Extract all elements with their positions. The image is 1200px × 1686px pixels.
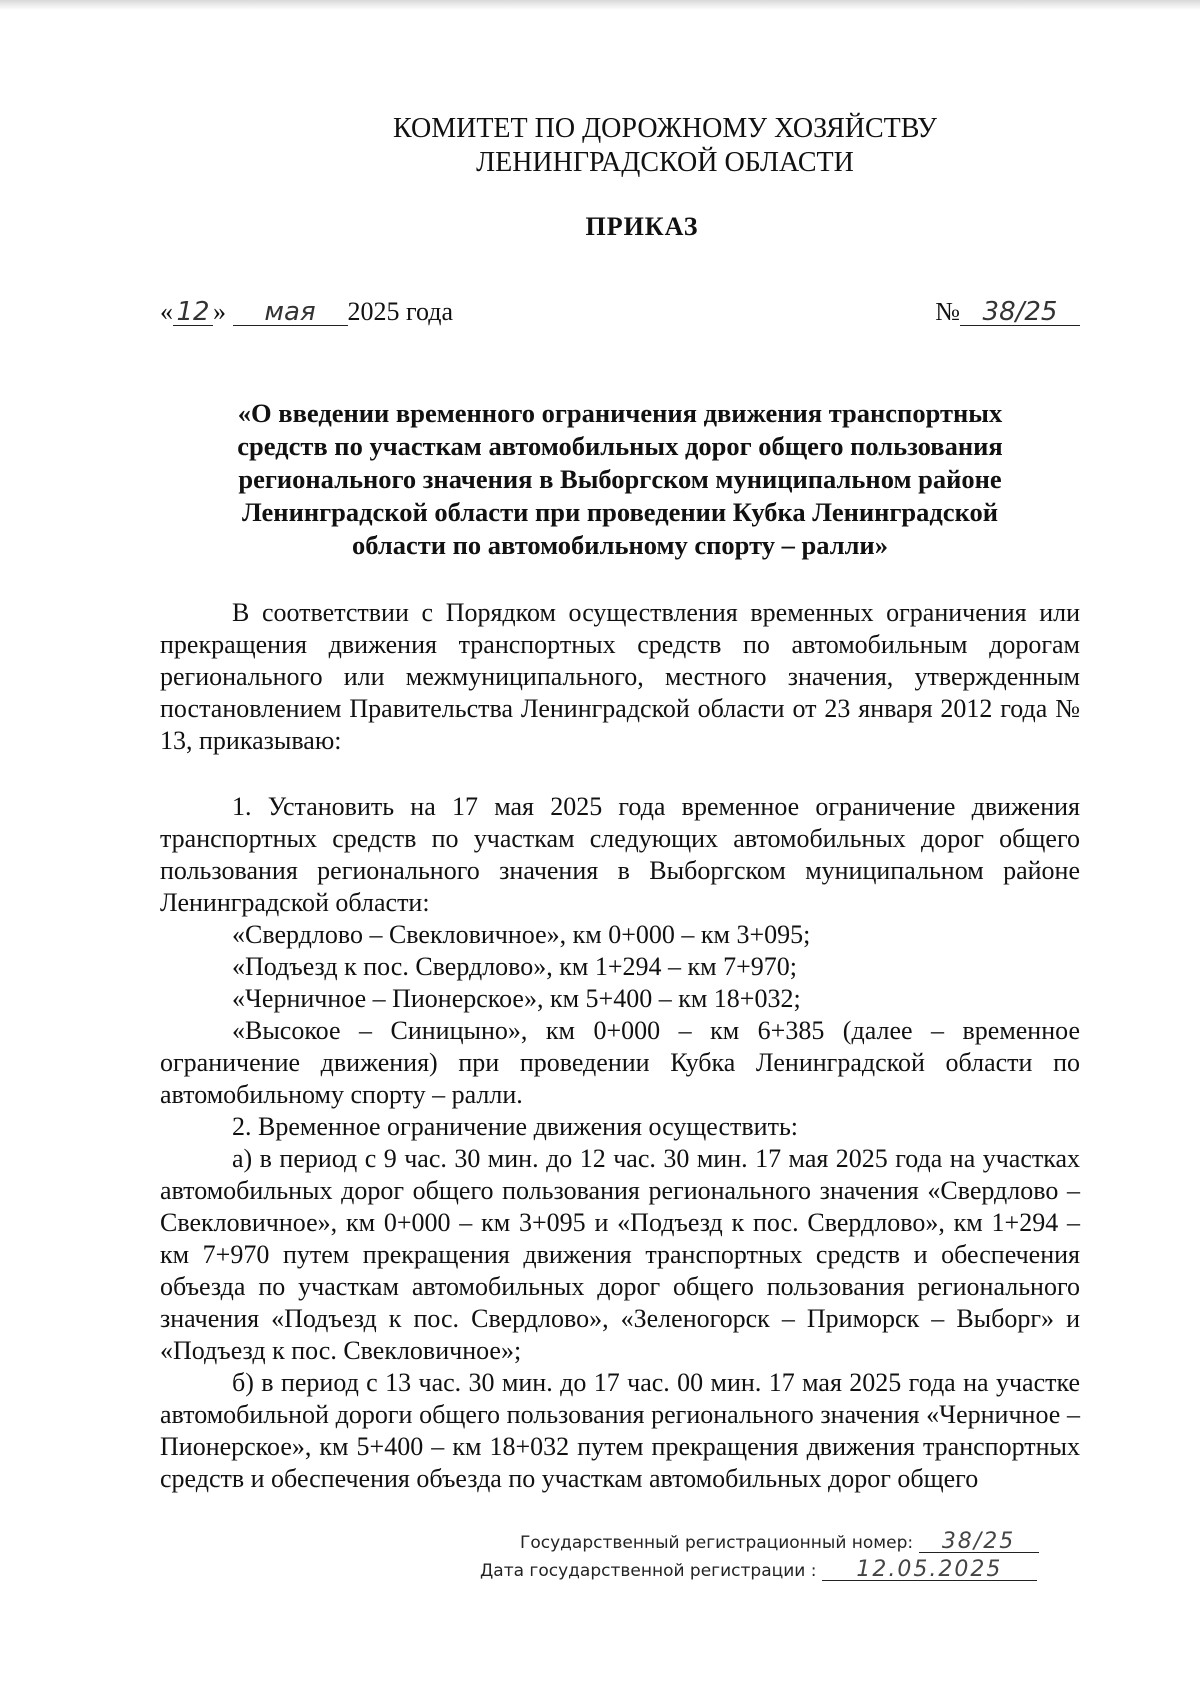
item-2-paragraph: 2. Временное ограничение движения осуществить:	[232, 1112, 799, 1141]
registration-date-label: Дата государственной регистрации :	[480, 1561, 817, 1581]
organization-name	[160, 112, 1080, 180]
close-quote: »	[213, 297, 226, 326]
order-body	[160, 597, 1080, 1495]
item-1-paragraph: 1. Установить на 17 мая 2025 года временное ограничение движения транспортных средств по участкам следующих автомобильных дорог общего пользования регионального значения в Выборгском муниципальном районе Ленинградской области:	[160, 792, 1080, 917]
subject-line: Ленинградской области при проведении Кубка Ленинградской	[241, 497, 999, 527]
open-quote: «	[160, 297, 173, 326]
road-item: «Подъезд к пос. Свердлово», км 1+294 – км 7+970;	[232, 952, 798, 981]
road-item: «Свердлово – Свекловичное», км 0+000 – км 3+095;	[232, 920, 811, 949]
registration-number-label: Государственный регистрационный номер:	[520, 1533, 914, 1553]
registration-date-row	[480, 1557, 1080, 1588]
order-number	[935, 297, 1080, 327]
road-item: «Черничное – Пионерское», км 5+400 – км 18+032;	[232, 984, 801, 1013]
subject-line: регионального значения в Выборгском муниципальном районе	[238, 464, 1002, 494]
order-date	[160, 297, 453, 327]
scan-edge	[0, 0, 1200, 10]
subject-line: области по автомобильному спорту – ралли»	[352, 530, 888, 560]
year-text: 2025 года	[347, 297, 454, 326]
org-line-1: КОМИТЕТ ПО ДОРОЖНОМУ ХОЗЯЙСТВУ	[393, 113, 937, 144]
registration-number-value: 38/25	[919, 1532, 1039, 1553]
item-2b-paragraph: б) в период с 13 час. 30 мин. до 17 час. 00 мин. 17 мая 2025 года на участке автомобильной дороги общего пользования регионального значения «Черничное – Пионерское», км 5+400 – км 18+032 путем прекращения движения транспортных средств и обеспечения объезда по участкам автомобильных дорог общего	[160, 1368, 1080, 1493]
order-subject	[200, 397, 1040, 562]
handwritten-number: 38/25	[960, 299, 1080, 326]
handwritten-month: мая	[233, 299, 348, 326]
org-line-2: ЛЕНИНГРАДСКОЙ ОБЛАСТИ	[476, 147, 854, 178]
number-label: №	[935, 297, 960, 326]
item-2a-paragraph: а) в период с 9 час. 30 мин. до 12 час. 30 мин. 17 мая 2025 года на участках автомобильных дорог общего пользования регионального значения «Свердлово – Свекловичное», км 0+000 – км 3+095 и «Подъезд к пос. Свердлово», км 1+294 – км 7+970 путем прекращения движения транспортных средств и обеспечения объезда по участкам автомобильных дорог общего пользования регионального значения «Подъезд к пос. Свердлово», «Зеленогорск – Приморск – Выборг» и «Подъезд к пос. Свекловичное»;	[160, 1144, 1080, 1365]
road-item: «Высокое – Синицыно», км 0+000 – км 6+385 (далее – временное ограничение движения) при проведении Кубка Ленинградской области по автомобильному спорту – ралли.	[160, 1016, 1080, 1109]
document-type: ПРИКАЗ	[585, 212, 699, 241]
date-number-row	[160, 297, 1080, 337]
subject-line: средств по участкам автомобильных дорог общего пользования	[237, 431, 1003, 461]
registration-number-row	[480, 1529, 1080, 1560]
registration-date-value: 12.05.2025	[822, 1560, 1037, 1581]
handwritten-day: 12	[173, 299, 213, 326]
subject-line: «О введении временного ограничения движения транспортных	[237, 398, 1003, 428]
registration-stamp	[480, 1529, 1080, 1588]
preamble-paragraph: В соответствии с Порядком осуществления временных ограничения или прекращения движения транспортных средств по автомобильным дорогам регионального или межмуниципального, местного значения, утвержденным постановлением Правительства Ленинградской области от 23 января 2012 года № 13, приказываю:	[160, 598, 1080, 755]
